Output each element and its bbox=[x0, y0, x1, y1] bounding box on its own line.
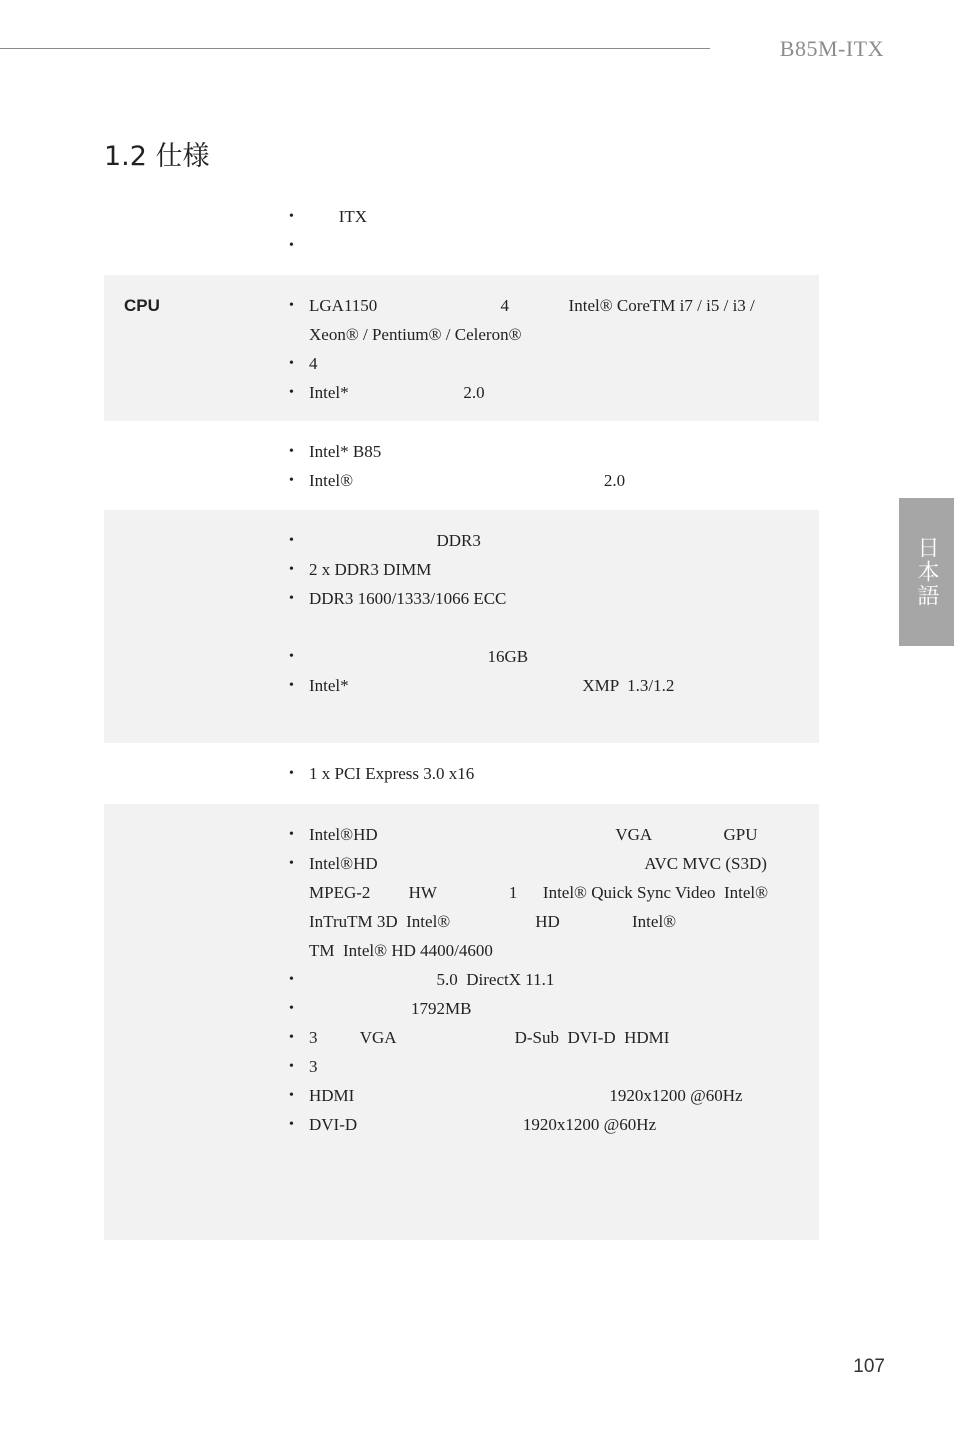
list-item bbox=[280, 231, 819, 260]
spec-row-expansion bbox=[104, 743, 819, 804]
spec-list bbox=[280, 526, 819, 743]
spec-row-graphics bbox=[104, 804, 819, 1240]
spec-row-form-factor bbox=[104, 200, 819, 275]
spec-list bbox=[280, 437, 819, 510]
list-item: • Intel®HD VGA GPU bbox=[280, 820, 819, 849]
list-item: • Intel® 2.0 bbox=[280, 466, 819, 495]
spec-row-chipset bbox=[104, 421, 819, 510]
list-item: • 3 bbox=[280, 1052, 819, 1081]
spec-list bbox=[280, 759, 819, 804]
row-label bbox=[104, 437, 280, 510]
list-item: • Intel®HD AVC MVC (S3D) MPEG-2 HW 1 Intel® Quick Sync Video Intel® InTruTM 3D Intel® HD Intel® TM Intel® HD 4400/4600 bbox=[280, 849, 819, 965]
list-item: • 5.0 DirectX 11.1 bbox=[280, 965, 819, 994]
page-number: 107 bbox=[853, 1356, 885, 1377]
spec-list bbox=[280, 202, 819, 275]
language-tab-label: 日本語 bbox=[914, 536, 939, 608]
list-item: • 1792MB bbox=[280, 994, 819, 1023]
list-item: • 3 VGA D-Sub DVI-D HDMI bbox=[280, 1023, 819, 1052]
list-item: • 16GB bbox=[280, 642, 819, 671]
list-item: • 4 bbox=[280, 349, 819, 378]
list-item: • DVI-D 1920x1200 @60Hz bbox=[280, 1110, 819, 1139]
spec-table bbox=[104, 200, 819, 1240]
row-label bbox=[104, 202, 280, 275]
spec-list bbox=[280, 820, 819, 1240]
language-tab[interactable] bbox=[899, 498, 954, 646]
row-label-cpu: CPU bbox=[124, 296, 160, 315]
spec-row-memory bbox=[104, 510, 819, 743]
list-item: • 2 x DDR3 DIMM bbox=[280, 555, 819, 584]
list-item: • 1 x PCI Express 3.0 x16 bbox=[280, 759, 819, 788]
list-item: • DDR3 bbox=[280, 526, 819, 555]
row-label bbox=[104, 526, 280, 743]
list-item: • LGA1150 4 Intel® CoreTM i7 / i5 / i3 / Xeon® / Pentium® / Celeron® bbox=[280, 291, 819, 349]
header-rule bbox=[0, 48, 710, 49]
spec-row-cpu bbox=[104, 275, 819, 421]
list-item: • Intel* XMP 1.3/1.2 bbox=[280, 671, 819, 700]
list-item: • HDMI 1920x1200 @60Hz bbox=[280, 1081, 819, 1110]
list-item: • DDR3 1600/1333/1066 ECC bbox=[280, 584, 819, 613]
row-label bbox=[104, 759, 280, 804]
model-name: B85M-ITX bbox=[779, 36, 884, 61]
list-item: • ITX bbox=[280, 202, 819, 231]
section-title: 1.2 仕様 bbox=[104, 141, 210, 172]
spec-list bbox=[280, 291, 819, 421]
list-item: • Intel* B85 bbox=[280, 437, 819, 466]
row-label bbox=[104, 820, 280, 1240]
list-item: • Intel* 2.0 bbox=[280, 378, 819, 407]
